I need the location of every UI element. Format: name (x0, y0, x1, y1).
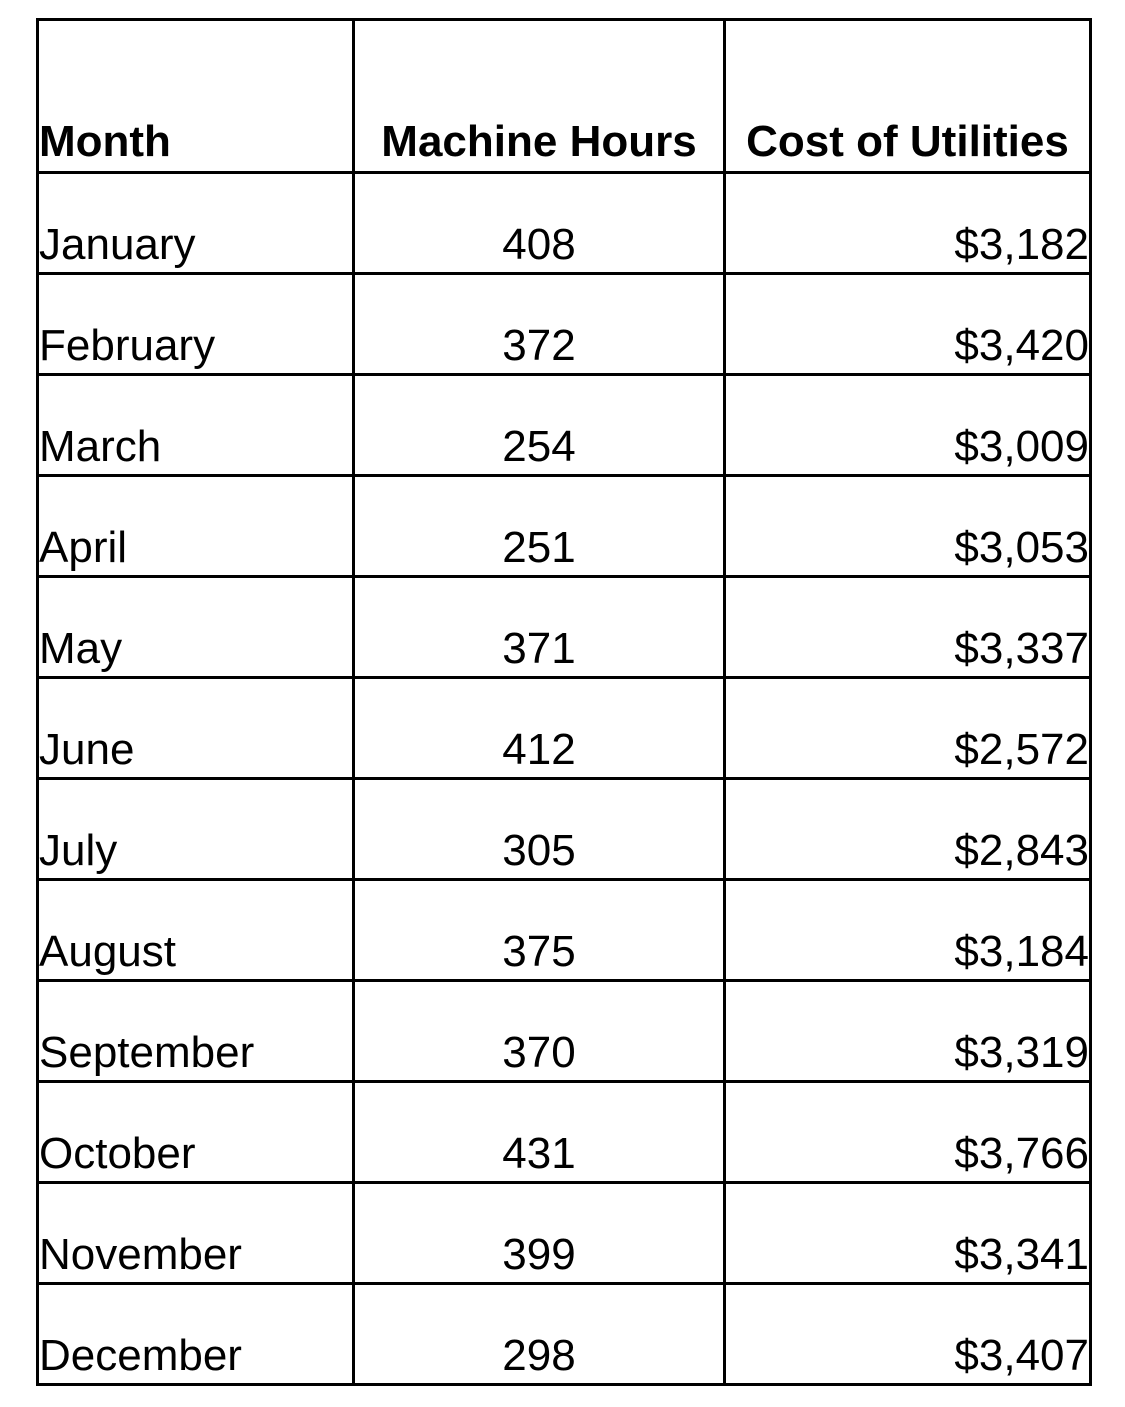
table-row (38, 173, 1091, 274)
month-cell: October (38, 1082, 354, 1183)
month-cell: December (38, 1284, 354, 1385)
machine-hours-cell: 408 (354, 173, 725, 274)
table-header (38, 20, 1091, 173)
cost-cell: $3,420 (725, 274, 1091, 375)
table-row (38, 1183, 1091, 1284)
table-row (38, 476, 1091, 577)
machine-hours-cell: 399 (354, 1183, 725, 1284)
header-cost-of-utilities: Cost of Utilities (725, 20, 1091, 173)
month-cell: March (38, 375, 354, 476)
cost-cell: $3,182 (725, 173, 1091, 274)
machine-hours-cell: 371 (354, 577, 725, 678)
machine-hours-cell: 251 (354, 476, 725, 577)
header-month: Month (38, 20, 354, 173)
cost-cell: $3,407 (725, 1284, 1091, 1385)
machine-hours-cell: 305 (354, 779, 725, 880)
cost-cell: $3,184 (725, 880, 1091, 981)
machine-hours-cell: 254 (354, 375, 725, 476)
month-cell: November (38, 1183, 354, 1284)
machine-hours-cell: 431 (354, 1082, 725, 1183)
cost-cell: $3,766 (725, 1082, 1091, 1183)
month-cell: January (38, 173, 354, 274)
table-row (38, 981, 1091, 1082)
cost-cell: $3,319 (725, 981, 1091, 1082)
table-row (38, 880, 1091, 981)
cost-cell: $3,009 (725, 375, 1091, 476)
table-row (38, 678, 1091, 779)
table-row (38, 1284, 1091, 1385)
cost-cell: $3,341 (725, 1183, 1091, 1284)
month-cell: August (38, 880, 354, 981)
table-row (38, 375, 1091, 476)
machine-hours-cell: 298 (354, 1284, 725, 1385)
table-body (38, 173, 1091, 1385)
cost-cell: $2,572 (725, 678, 1091, 779)
month-cell: June (38, 678, 354, 779)
month-cell: July (38, 779, 354, 880)
cost-cell: $3,337 (725, 577, 1091, 678)
machine-hours-cell: 412 (354, 678, 725, 779)
machine-hours-cell: 370 (354, 981, 725, 1082)
machine-hours-cell: 372 (354, 274, 725, 375)
table-row (38, 1082, 1091, 1183)
month-cell: February (38, 274, 354, 375)
utilities-table (36, 18, 1092, 1386)
header-machine-hours: Machine Hours (354, 20, 725, 173)
table-row (38, 779, 1091, 880)
table-row (38, 274, 1091, 375)
month-cell: May (38, 577, 354, 678)
header-row (38, 20, 1091, 173)
month-cell: September (38, 981, 354, 1082)
cost-cell: $3,053 (725, 476, 1091, 577)
machine-hours-cell: 375 (354, 880, 725, 981)
cost-cell: $2,843 (725, 779, 1091, 880)
table-row (38, 577, 1091, 678)
month-cell: April (38, 476, 354, 577)
